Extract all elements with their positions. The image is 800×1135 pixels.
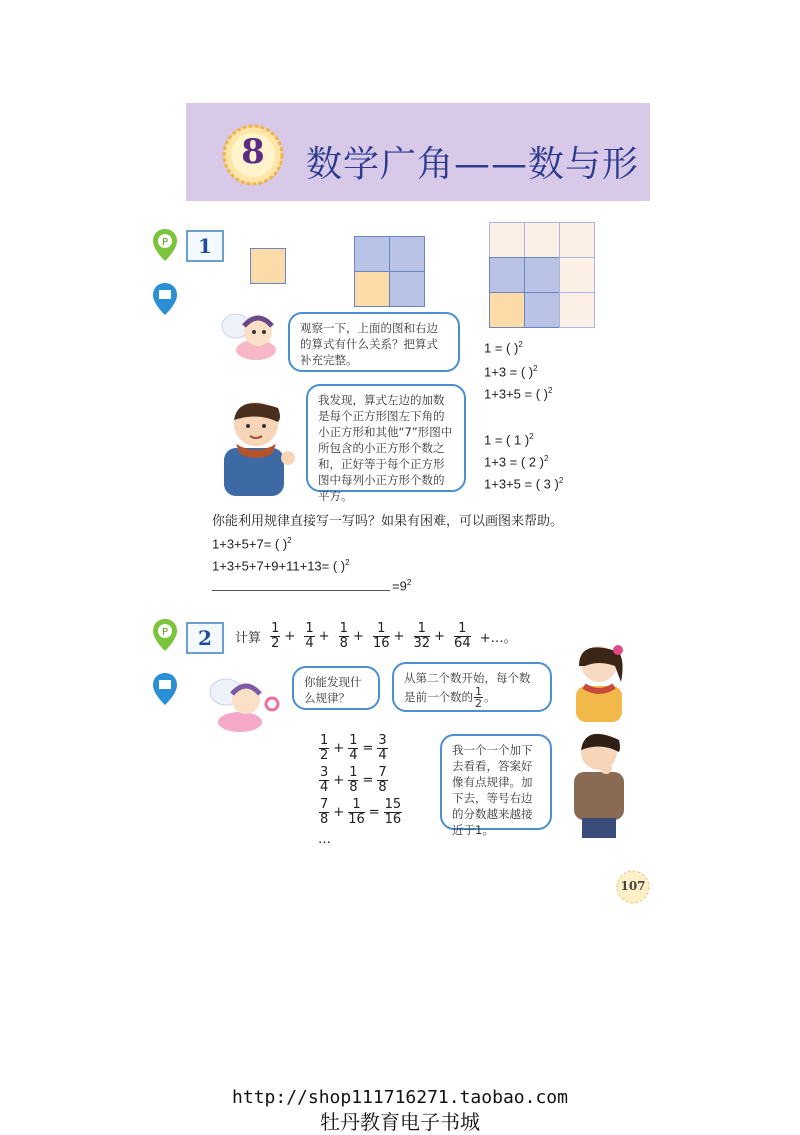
practice-equation-1: 1+3+5+7= ( )$^2$ [212,536,292,552]
practice-equation-2: 1+3+5+7+9+11+13= ( )$^2$ [212,558,350,574]
blue-location-pin-icon [152,672,178,706]
sum-ellipsis: … [318,832,331,847]
angel-character-illustration [218,306,282,368]
half-fraction: $\frac{1}{2}$ [475,685,482,710]
footer-store-name: 牡丹教育电子书城 [320,1110,480,1134]
series-term-6: $\frac{1}{64}$ [454,621,471,651]
series-term-5: $\frac{1}{32}$ [413,621,431,651]
speech-bubble-girl: 从第二个数开始，每个数是前一个数的 $\frac{1}{2}$ 。 [392,662,552,712]
boy-character-illustration [566,726,632,838]
speech-bubble-angel-pattern: 你能发现什么规律？ [292,666,380,710]
example-1-number: 1 [186,230,224,262]
green-location-pin-icon [152,228,178,262]
series-term-1: $\frac{1}{2}$ [271,621,280,651]
series-tail: +…。 [479,631,517,646]
green-location-pin-icon [152,618,178,652]
angel-character-illustration [206,672,282,738]
girl-character-illustration [566,636,632,722]
square-figure-3x3 [489,222,595,328]
practice-equation-3: $=9^2$ [392,578,412,594]
speech-bubble-boy-discovery: 我发现，算式左边的加数是每个正方形图左下角的小正方形和其他“7”形图中所包含的小正方形个数之和，正好等于每个正方形图中每列小正方形个数的平方。 [306,384,466,492]
svg-text:P: P [161,627,169,638]
chapter-title: 数学广角——数与形 [306,144,640,185]
square-figure-2x2 [354,236,424,306]
equation-filled-2: 1+3 = ( 2 )$^2$ [484,454,549,470]
practice-question: 你能利用规律直接写一写吗？如果有困难，可以画图来帮助。 [212,514,564,529]
equation-filled-1: 1 = ( 1 )$^2$ [484,432,534,448]
square-figure-1x1 [250,248,286,284]
speech-bubble-angel-observe: 观察一下，上面的图和右边的算式有什么关系？把算式补充完整。 [288,312,460,372]
equation-blank-2: 1+3 = ( )$^2$ [484,364,538,380]
footer-url: http://shop111716271.taobao.com [232,1087,568,1108]
boy-character-illustration [214,392,300,496]
chapter-number: 8 [241,132,265,172]
chapter-number-badge [222,124,284,186]
answer-blank-line [212,590,390,591]
equation-blank-1: 1 = ( )$^2$ [484,340,523,356]
equation-filled-3: 1+3+5 = ( 3 )$^2$ [484,476,564,492]
example-2-number: 2 [186,622,224,654]
series-expression: 计算 $\frac{1}{2}$ + $\frac{1}{4}$ + $\frac{1}{8}$ + $\frac{1}{16}$ + $\frac{1}{32}$ + $\frac{1}{64}$ +…。 [235,621,517,651]
sum-step-2: $\frac{3}{4}$ + $\frac{1}{8}$ = $\frac{7}{8}$ [320,765,387,795]
equation-blank-3: 1+3+5 = ( )$^2$ [484,386,553,402]
speech-bubble-boy-adding: 我一个一个加下去看看，答案好像有点规律。加下去，等号右边的分数越来越接近于1。 [440,734,552,830]
sum-step-3: $\frac{7}{8}$ + $\frac{1}{16}$ = $\frac{15}{16}$ [320,797,402,827]
svg-text:P: P [161,237,169,248]
compute-label: 计算 [235,631,262,646]
sum-step-1: $\frac{1}{2}$ + $\frac{1}{4}$ = $\frac{3}{4}$ [320,733,387,763]
blue-location-pin-icon [152,282,178,316]
series-term-3: $\frac{1}{8}$ [339,621,348,651]
series-term-4: $\frac{1}{16}$ [372,621,390,651]
page-number: 107 [620,879,646,893]
page-number-badge [616,870,650,904]
series-term-2: $\frac{1}{4}$ [305,621,314,651]
